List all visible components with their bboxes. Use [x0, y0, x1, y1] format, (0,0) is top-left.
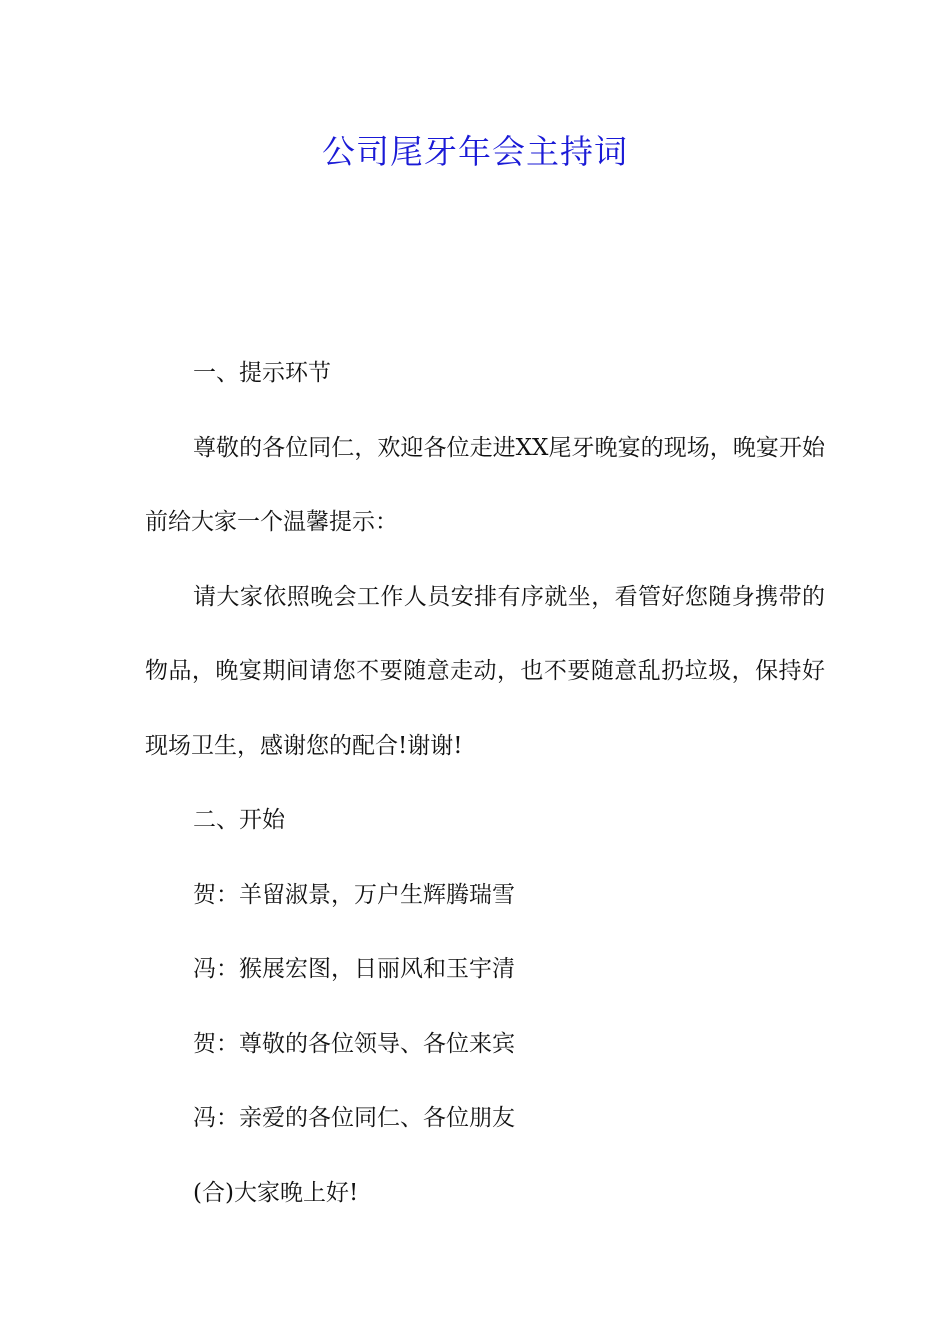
document-body [145, 336, 825, 1230]
paragraph-welcome: 尊敬的各位同仁，欢迎各位走进XX尾牙晚宴的现场，晚宴开始前给大家一个温馨提示： [145, 434, 825, 535]
dialogue-line: (合)大家晚上好! [193, 1179, 359, 1206]
dialogue-line: 贺：尊敬的各位领导、各位来宾 [193, 1030, 515, 1057]
dialogue-line: 贺：羊留淑景，万户生辉腾瑞雪 [193, 881, 515, 908]
section-heading-prompt: 一、提示环节 [193, 360, 331, 386]
dialogue-line: 冯：猴展宏图，日丽风和玉宇清 [193, 956, 515, 982]
section-heading-start: 二、开始 [193, 807, 285, 833]
paragraph-reminder: 请大家依照晚会工作人员安排有序就坐，看管好您随身携带的物品，晚宴期间请您不要随意走动，也不要随意乱扔垃圾，保持好现场卫生，感谢您的配合!谢谢! [145, 583, 825, 759]
document-title: 公司尾牙年会主持词 [322, 132, 628, 171]
dialogue-line: 冯：亲爱的各位同仁、各位朋友 [193, 1105, 515, 1131]
